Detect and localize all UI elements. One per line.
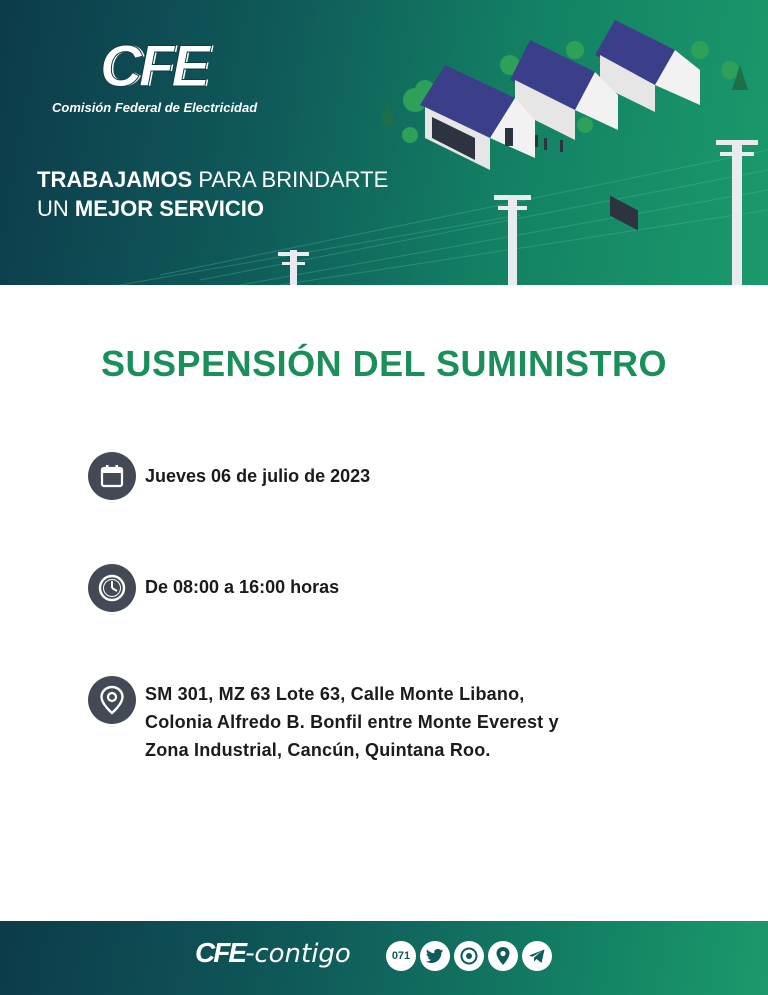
twitter-icon[interactable] [420,941,450,971]
app-icon[interactable] [454,941,484,971]
cfe-contigo-logo: CFE-contigo [195,937,351,969]
header-tagline [37,165,388,223]
location-pin-icon [88,676,136,724]
address-text [145,680,559,764]
phone-071-icon[interactable]: 071 [386,941,416,971]
cfe-logo-subtitle: Comisión Federal de Electricidad [52,100,258,115]
clock-icon [88,564,136,612]
date-row [88,452,370,500]
social-icons [386,941,552,971]
location-icon[interactable] [488,941,518,971]
cfe-logo [100,34,207,99]
address-line-1: SM 301, MZ 63 Lote 63, Calle Monte Libano, [145,684,525,704]
address-line-3: Zona Industrial, Cancún, Quintana Roo. [145,740,491,760]
houses-illustration [370,10,768,285]
tagline-line-2: UN MEJOR SERVICIO [37,196,264,221]
telegram-icon[interactable] [522,941,552,971]
footer-brand-contigo: contigo [254,939,351,969]
header-banner [0,0,768,285]
page-title: SUSPENSIÓN DEL SUMINISTRO [101,343,667,384]
date-text: Jueves 06 de julio de 2023 [145,466,371,486]
footer-banner [0,921,768,995]
calendar-icon [88,452,136,500]
time-row [88,564,339,612]
address-row [88,676,559,764]
tagline-line-1: TRABAJAMOS PARA BRINDARTE [37,167,389,192]
time-text: De 08:00 a 16:00 horas [145,577,340,597]
address-line-2: Colonia Alfredo B. Bonfil entre Monte Everest y [145,712,559,732]
footer-brand-cfe: CFE [195,937,245,968]
cfe-logo-mark: CFE [100,34,207,99]
